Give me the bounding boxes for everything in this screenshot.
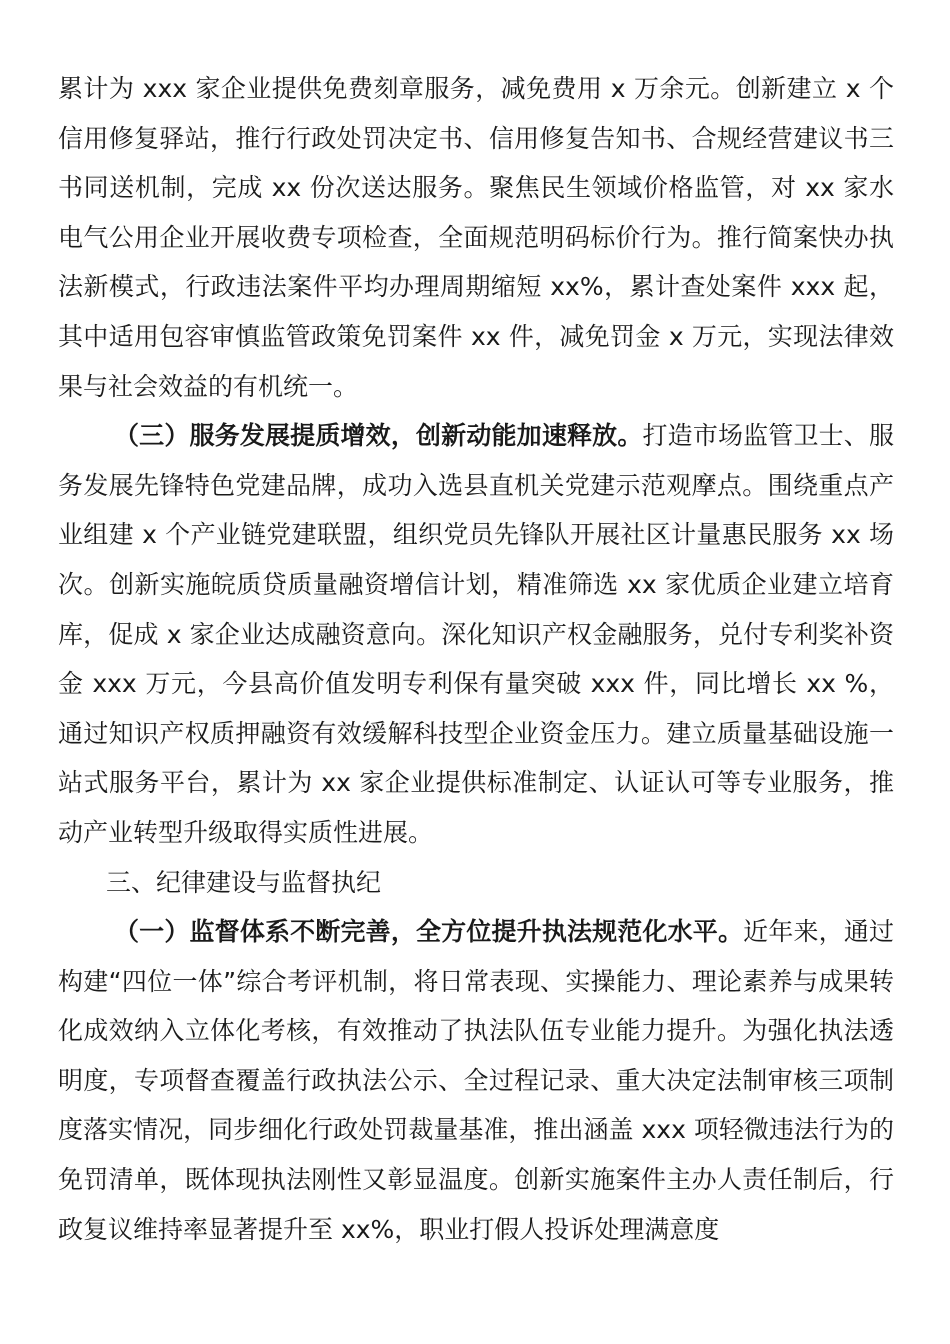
section-title-text: 三、纪律建设与监督执纪 xyxy=(106,867,382,897)
document-body xyxy=(58,64,894,1254)
section-title xyxy=(58,858,894,908)
paragraph-text: 打造市场监管卫士、服务发展先锋特色党建品牌，成功入选县直机关党建示范观摩点。围绕重点产业组建 x 个产业链党建联盟，组织党员先锋队开展社区计量惠民服务 xx 场次。创新实施皖质贷质量融资增信计划，精准筛选 xx 家优质企业建立培育库，促成 x 家企业达成融资意向。深化知识产权金融服务，兑付专利奖补资金 xxx 万元，今县高价值发明专利保有量突破 xxx 件，同比增长 xx %，通过知识产权质押融资有效缓解科技型企业资金压力。建立质量基础设施一站式服务平台，累计为 xx 家企业提供标准制定、认证认可等专业服务，推动产业转型升级取得实质性进展。 xyxy=(58,421,894,847)
paragraph-supervision-system xyxy=(58,907,894,1254)
paragraph-text: 累计为 xxx 家企业提供免费刻章服务，减免费用 x 万余元。创新建立 x 个信用修复驿站，推行行政处罚决定书、信用修复告知书、合规经营建议书三书同送机制，完成 xx 份次送达服务。聚焦民生领域价格监管，对 xx 家水电气公用企业开展收费专项检查，全面规范明码标价行为。推行简案快办执法新模式，行政违法案件平均办理周期缩短 xx%，累计查处案件 xxx 起，其中适用包容审慎监管政策免罚案件 xx 件，减免罚金 x 万元，实现法律效果与社会效益的有机统一。 xyxy=(58,74,894,401)
paragraph-heading: （三）服务发展提质增效，创新动能加速释放。 xyxy=(114,421,643,451)
paragraph-heading: （一）监督体系不断完善，全方位提升执法规范化水平。 xyxy=(114,917,744,947)
paragraph-continued xyxy=(58,64,894,411)
paragraph-text: 近年来，通过构建“四位一体”综合考评机制，将日常表现、实操能力、理论素养与成果转化成效纳入立体化考核，有效推动了执法队伍专业能力提升。为强化执法透明度，专项督查覆盖行政执法公示、全过程记录、重大决定法制审核三项制度落实情况，同步细化行政处罚裁量基准，推出涵盖 xxx 项轻微违法行为的免罚清单，既体现执法刚性又彰显温度。创新实施案件主办人责任制后，行政复议维持率显著提升至 xx%，职业打假人投诉处理满意度 xyxy=(58,917,894,1244)
paragraph-service-development xyxy=(58,411,894,857)
